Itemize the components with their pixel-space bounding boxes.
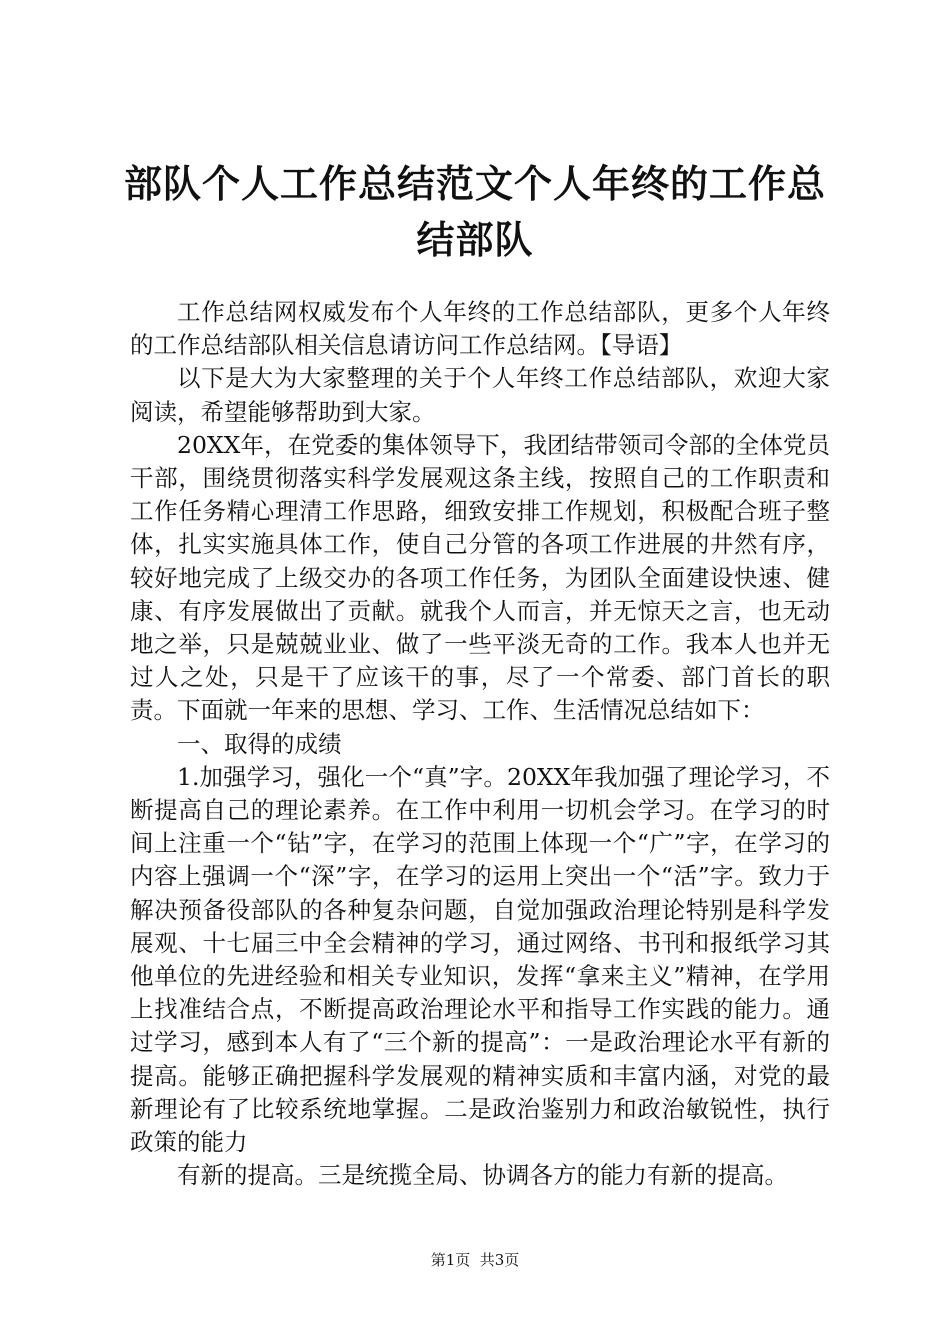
page-number: 第1页 共3页 [430,1251,520,1269]
page-footer [0,1250,950,1270]
paragraph-preface: 以下是大为大家整理的关于个人年终工作总结部队，欢迎大家阅读，希望能够帮助到大家。 [130,364,830,426]
paragraph-intro: 工作总结网权威发布个人年终的工作总结部队，更多个人年终的工作总结部队相关信息请访问工作总结网。【导语】 [130,298,830,360]
paragraph-overview: 20XX年，在党委的集体领导下，我团结带领司令部的全体党员干部，围绕贯彻落实科学发展观这条主线，按照自己的工作职责和工作任务精心理清工作思路，细致安排工作规划，积极配合班子整体，扎实实施具体工作，使自己分管的各项工作进展的井然有序，较好地完成了上级交办的各项工作任务，为团队全面建设快速、健康、有序发展做出了贡献。就我个人而言，并无惊天之言，也无动地之举，只是兢兢业业、做了一些平淡无奇的工作。我本人也并无过人之处，只是干了应该干的事，尽了一个常委、部门首长的职责。下面就一年来的思想、学习、工作、生活情况总结如下： [130,430,830,725]
document-title: 部队个人工作总结范文个人年终的工作总结部队 [123,162,826,262]
paragraph-study: 1.加强学习，强化一个“真”字。20XX年我加强了理论学习，不断提高自己的理论素养。在工作中利用一切机会学习。在学习的时间上注重一个“钻”字，在学习的范围上体现一个“广”字，在学习的内容上强调一个“深”字，在学习的运用上突出一个“活”字。致力于解决预备役部队的各种复杂问题，自觉加强政治理论特别是科学发展观、十七届三中全会精神的学习，通过网络、书刊和报纸学习其他单位的先进经验和相关专业知识，发挥“拿来主义”精神，在学用上找准结合点，不断提高政治理论水平和指导工作实践的能力。通过学习，感到本人有了“三个新的提高”：一是政治理论水平有新的提高。能够正确把握科学发展观的精神实质和丰富内涵，对党的最新理论有了比较系统地掌握。二是政治鉴别力和政治敏锐性，执行政策的能力 [130,762,830,1157]
section-heading-achievements: 一、取得的成绩 [177,729,342,758]
document-body [130,296,830,1192]
paragraph-continuation: 有新的提高。三是统揽全局、协调各方的能力有新的提高。 [177,1161,788,1190]
